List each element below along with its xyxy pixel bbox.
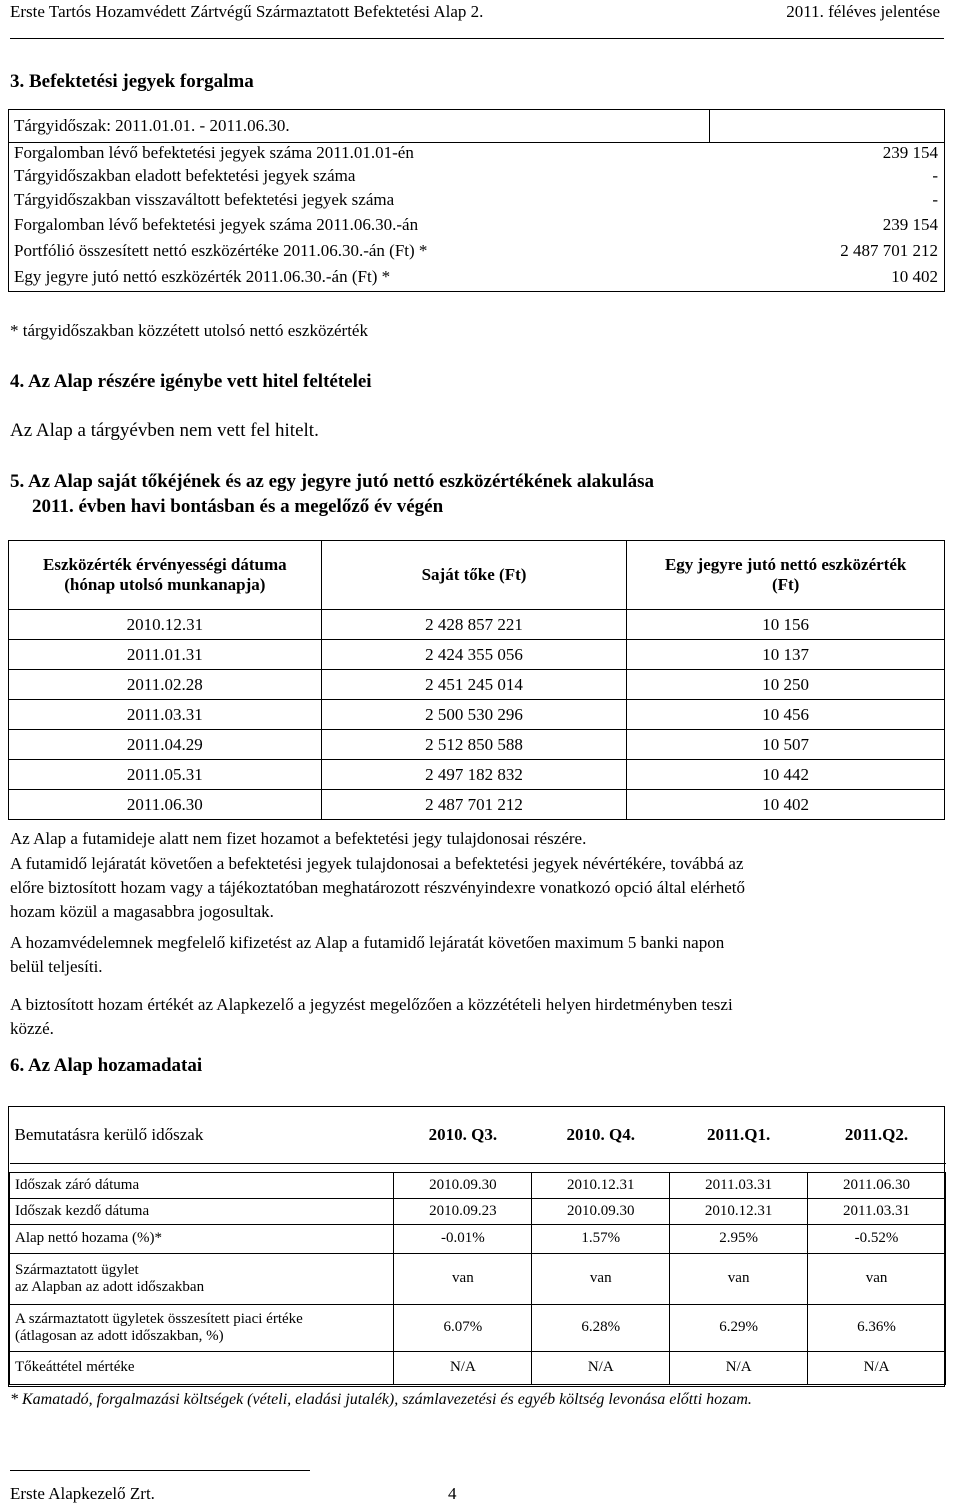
page-number: 4	[448, 1484, 457, 1503]
paragraph-guaranteed-yield: A biztosított hozam értékét az Alapkezelő a jegyzést megelőzően a közzétételi helyen hirdetményben teszi közzé.	[10, 995, 733, 1038]
page-header	[10, 0, 944, 22]
section-3-footnote: * tárgyidőszakban közzétett utolsó nettó eszközérték	[10, 321, 368, 340]
table-row: 2010.12.31 2 428 857 221 10 156	[9, 610, 945, 640]
returns-table	[8, 1106, 945, 1387]
footer-divider	[10, 1470, 310, 1471]
paragraph-no-dividend: Az Alap a futamideje alatt nem fizet hozamot a befektetési jegy tulajdonosai részére.	[10, 829, 587, 848]
column-header-date: Eszközérték érvényességi dátuma (hónap utolsó munkanapja)	[9, 541, 322, 610]
section-3-title: 3. Befektetési jegyek forgalma	[10, 71, 254, 92]
table-row: Időszak kezdő dátuma 2010.09.23 2010.09.30 2010.12.31 2011.03.31	[10, 1198, 946, 1224]
table-row: Egy jegyre jutó nettó eszközérték 2011.06.30.-án (Ft) * 10 402	[14, 267, 938, 286]
table-row: 2011.01.31 2 424 355 056 10 137	[9, 640, 945, 670]
header-report-title: 2011. féléves jelentése	[786, 2, 940, 21]
table-row: 2011.05.31 2 497 182 832 10 442	[9, 760, 945, 790]
table-row: Tárgyidőszakban eladott befektetési jegyek száma -	[14, 166, 938, 185]
section-5-subtitle: 2011. évben havi bontásban és a megelőző év végén	[32, 496, 444, 517]
table-row: 2011.03.31 2 500 530 296 10 456	[9, 700, 945, 730]
monthly-nav-table	[8, 540, 945, 820]
section-4-text: Az Alap a tárgyévben nem vett fel hitelt.	[10, 420, 319, 441]
period-header-row: Bemutatásra kerülő időszak 2010. Q3. 2010. Q4. 2011.Q1. 2011.Q2.	[10, 1107, 946, 1163]
table-row: Származtatott ügylet az Alapban az adott időszakban van van van van	[10, 1253, 946, 1304]
table-row: 2011.06.30 2 487 701 212 10 402	[9, 790, 945, 820]
section-4-title: 4. Az Alap részére igénybe vett hitel feltételei	[10, 371, 372, 392]
header-divider	[10, 38, 944, 39]
period-row	[14, 116, 938, 140]
table-row: Alap nettó hozama (%)* -0.01% 1.57% 2.95% -0.52%	[10, 1224, 946, 1253]
table-row: 2011.02.28 2 451 245 014 10 250	[9, 670, 945, 700]
period-label: Tárgyidőszak: 2011.01.01. - 2011.06.30.	[14, 116, 290, 135]
period-label: Bemutatásra kerülő időszak	[10, 1107, 394, 1163]
table-row: 2011.04.29 2 512 850 588 10 507	[9, 730, 945, 760]
section-5-title: 5. Az Alap saját tőkéjének és az egy jegyre jutó nettó eszközértékének alakulása	[10, 471, 654, 492]
paragraph-capital-protection: A hozamvédelemnek megfelelő kifizetést az Alap a futamidő lejáratát követően maximum 5 banki napon belül teljesíti.	[10, 933, 725, 976]
units-turnover-table	[8, 109, 945, 292]
table-row: Tárgyidőszakban visszaváltott befektetési jegyek száma -	[14, 190, 938, 209]
footer-company: Erste Alapkezelő Zrt.	[10, 1484, 155, 1503]
table-row: Tőkeáttétel mértéke N/A N/A N/A N/A	[10, 1351, 946, 1384]
table-row: Időszak záró dátuma 2010.09.30 2010.12.31 2011.03.31 2011.06.30	[10, 1172, 946, 1198]
header-fund-name: Erste Tartós Hozamvédett Zártvégű Származtatott Befektetési Alap 2.	[10, 2, 484, 21]
paragraph-maturity: A futamidő lejáratát követően a befektetési jegyek tulajdonosai a befektetési jegyek névértékére, továbbá az előre biztosított hozam vagy a tájékoztatóban meghatározott részvényindexre vonatkozó opció által elérhető hozam közül a magasabbra jogosultak.	[10, 854, 745, 921]
table-row: Portfólió összesített nettó eszközértéke 2011.06.30.-án (Ft) * 2 487 701 212	[14, 241, 938, 260]
section-6-footnote: * Kamatadó, forgalmazási költségek (vételi, eladási jutalék), számlavezetési és egyéb költség levonása előtti hozam.	[10, 1391, 752, 1408]
column-header-equity: Saját tőke (Ft)	[321, 541, 627, 610]
column-header-nav: Egy jegyre jutó nettó eszközérték (Ft)	[627, 541, 945, 610]
table-row: Forgalomban lévő befektetési jegyek száma 2011.01.01-én 239 154	[14, 143, 938, 162]
table-row: Forgalomban lévő befektetési jegyek száma 2011.06.30.-án 239 154	[14, 215, 938, 234]
section-6-title: 6. Az Alap hozamadatai	[10, 1055, 203, 1076]
table-row: A származtatott ügyletek összesített piaci értéke (átlagosan az adott időszakban, %) 6.07% 6.28% 6.29% 6.36%	[10, 1304, 946, 1351]
